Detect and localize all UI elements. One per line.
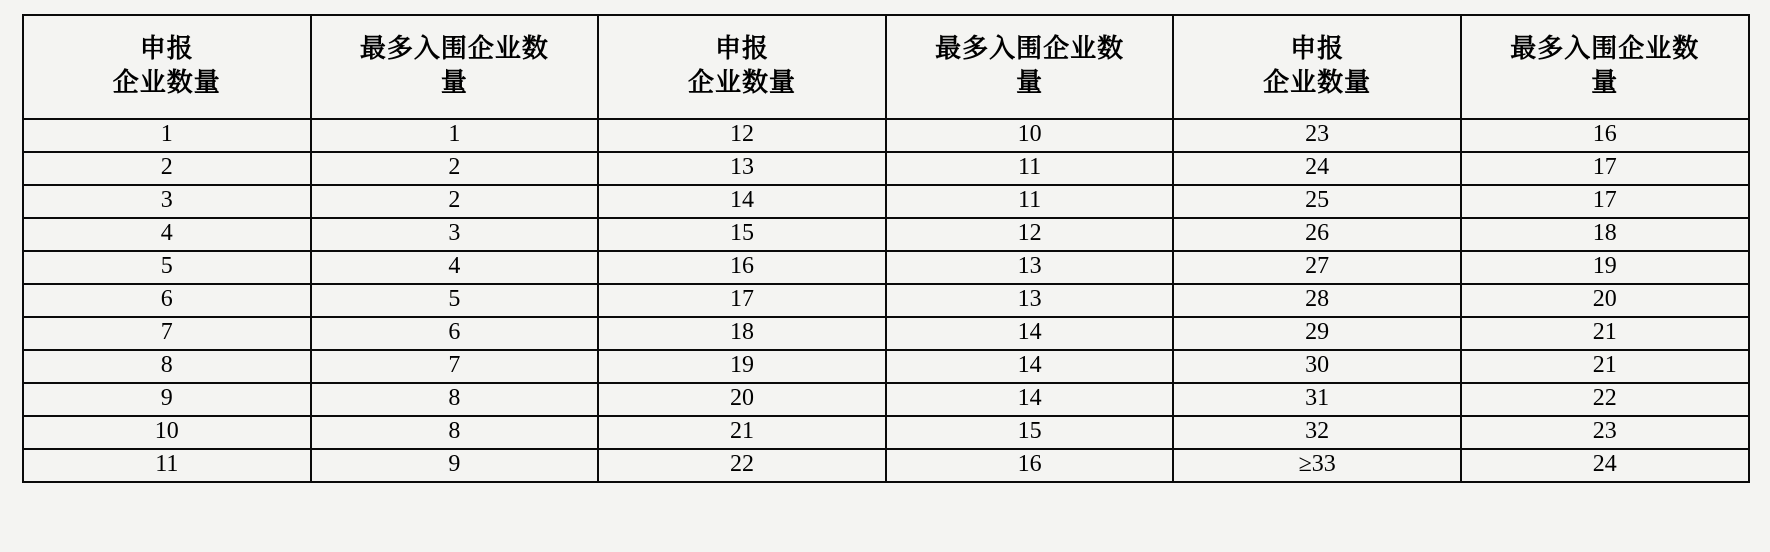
column-header-line: 量 — [1016, 68, 1044, 97]
table-row — [23, 449, 1749, 482]
table-cell: 23 — [1461, 416, 1749, 449]
table-cell: 2 — [311, 185, 599, 218]
table-cell: 14 — [886, 350, 1174, 383]
table-cell: 13 — [598, 152, 886, 185]
table-row — [23, 152, 1749, 185]
table-cell: 21 — [1461, 317, 1749, 350]
table-cell: 32 — [1173, 416, 1461, 449]
table-row — [23, 284, 1749, 317]
table-cell: 9 — [311, 449, 599, 482]
column-header-line: 企业数量 — [112, 68, 221, 97]
table-cell: 16 — [598, 251, 886, 284]
table-row — [23, 119, 1749, 152]
table-cell: 6 — [311, 317, 599, 350]
table-cell: 19 — [598, 350, 886, 383]
table-cell: 24 — [1173, 152, 1461, 185]
table-cell: 31 — [1173, 383, 1461, 416]
table-cell: 28 — [1173, 284, 1461, 317]
table-cell: 10 — [23, 416, 311, 449]
table-cell: 17 — [1461, 185, 1749, 218]
table-cell: 11 — [23, 449, 311, 482]
column-header-declared-count-1 — [23, 15, 311, 119]
table-cell: 8 — [311, 416, 599, 449]
column-header-declared-count-2 — [598, 15, 886, 119]
table-cell: 5 — [23, 251, 311, 284]
table-cell: 12 — [598, 119, 886, 152]
column-header-line: 量 — [1591, 68, 1619, 97]
column-header-line: 量 — [440, 68, 468, 97]
table-cell: 29 — [1173, 317, 1461, 350]
table-cell: 16 — [1461, 119, 1749, 152]
table-row — [23, 416, 1749, 449]
column-header-line: 最多入围企业数 — [1510, 33, 1700, 63]
table-cell: 2 — [23, 152, 311, 185]
column-header-line: 企业数量 — [687, 68, 796, 97]
table-cell: 10 — [886, 119, 1174, 152]
column-header-max-shortlisted-1 — [311, 15, 599, 119]
table-row — [23, 185, 1749, 218]
column-header-line: 最多入围企业数 — [935, 33, 1125, 63]
table-cell: 2 — [311, 152, 599, 185]
table-cell: 14 — [598, 185, 886, 218]
table-row — [23, 350, 1749, 383]
table-cell: 1 — [311, 119, 599, 152]
table-cell: 13 — [886, 251, 1174, 284]
table-cell: 4 — [311, 251, 599, 284]
table-cell: 4 — [23, 218, 311, 251]
table-cell: 3 — [23, 185, 311, 218]
table-cell: 14 — [886, 317, 1174, 350]
table-cell: 20 — [598, 383, 886, 416]
column-header-max-shortlisted-3 — [1461, 15, 1749, 119]
table-cell: 25 — [1173, 185, 1461, 218]
table-cell: 13 — [886, 284, 1174, 317]
column-header-line: 最多入围企业数 — [359, 33, 549, 63]
table-cell: 11 — [886, 185, 1174, 218]
table-row — [23, 251, 1749, 284]
column-header-line: 申报 — [1290, 33, 1345, 63]
table-cell: ≥33 — [1173, 449, 1461, 482]
table-cell: 22 — [598, 449, 886, 482]
table-cell: 8 — [23, 350, 311, 383]
table-cell: 15 — [886, 416, 1174, 449]
column-header-line: 申报 — [714, 33, 769, 63]
table-cell: 12 — [886, 218, 1174, 251]
table-cell: 27 — [1173, 251, 1461, 284]
table-cell: 22 — [1461, 383, 1749, 416]
table-cell: 9 — [23, 383, 311, 416]
table-cell: 16 — [886, 449, 1174, 482]
table-cell: 17 — [598, 284, 886, 317]
table-cell: 19 — [1461, 251, 1749, 284]
table-cell: 8 — [311, 383, 599, 416]
table-header — [23, 15, 1749, 119]
enterprise-shortlist-table — [22, 14, 1750, 483]
table-cell: 23 — [1173, 119, 1461, 152]
column-header-declared-count-3 — [1173, 15, 1461, 119]
table-cell: 1 — [23, 119, 311, 152]
table-cell: 11 — [886, 152, 1174, 185]
table-cell: 7 — [311, 350, 599, 383]
column-header-line: 企业数量 — [1263, 68, 1372, 97]
table-row — [23, 383, 1749, 416]
table-cell: 17 — [1461, 152, 1749, 185]
table-cell: 20 — [1461, 284, 1749, 317]
table-cell: 18 — [1461, 218, 1749, 251]
table-cell: 5 — [311, 284, 599, 317]
table-cell: 7 — [23, 317, 311, 350]
table-row — [23, 317, 1749, 350]
table-cell: 14 — [886, 383, 1174, 416]
table-cell: 3 — [311, 218, 599, 251]
table-cell: 15 — [598, 218, 886, 251]
table-cell: 26 — [1173, 218, 1461, 251]
table-body — [23, 119, 1749, 482]
column-header-max-shortlisted-2 — [886, 15, 1174, 119]
table-cell: 21 — [1461, 350, 1749, 383]
table-header-row — [23, 15, 1749, 119]
table-row — [23, 218, 1749, 251]
table-cell: 18 — [598, 317, 886, 350]
table-cell: 21 — [598, 416, 886, 449]
table-cell: 30 — [1173, 350, 1461, 383]
column-header-line: 申报 — [139, 33, 194, 63]
table-cell: 24 — [1461, 449, 1749, 482]
table-cell: 6 — [23, 284, 311, 317]
